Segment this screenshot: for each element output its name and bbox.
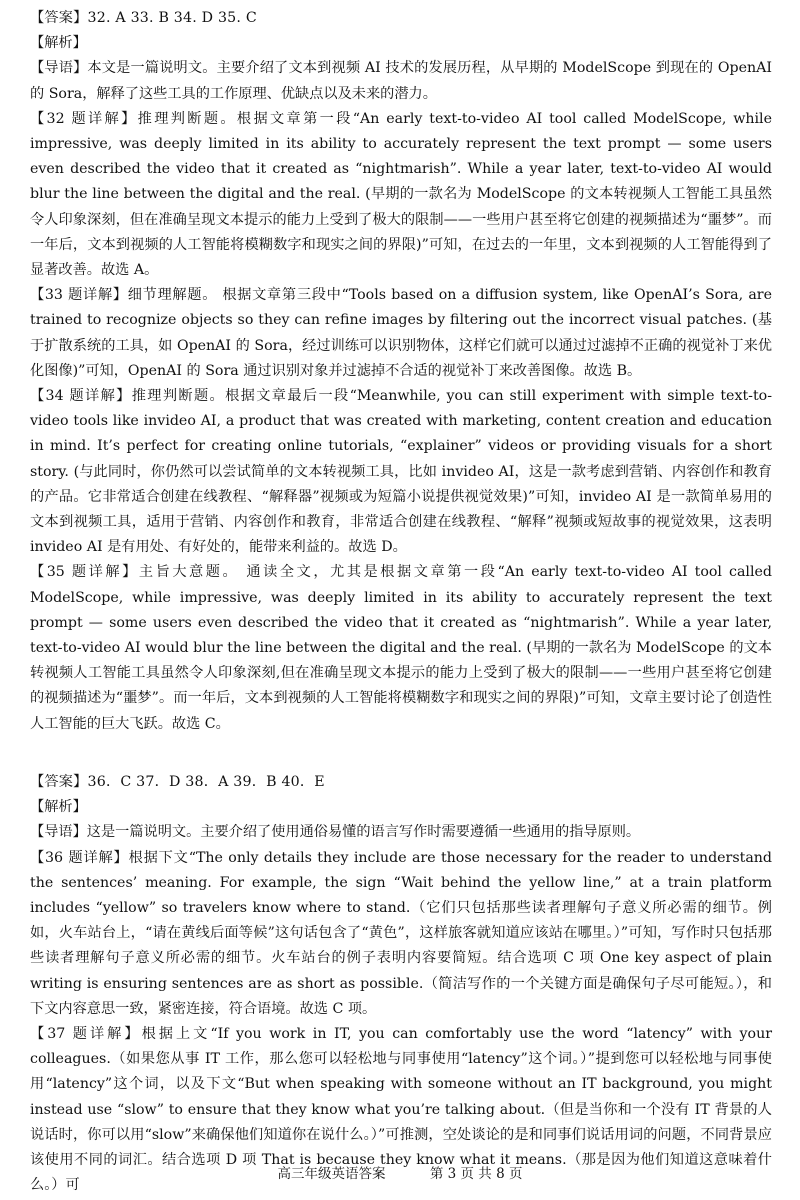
answer-line: 【答案】32. A 33. B 34. D 35. C <box>30 10 257 26</box>
page-number: 第 3 页 共 8 页 <box>429 1166 523 1182</box>
intro-paragraph: 【导语】本文是一篇说明文。主要介绍了文本到视频 AI 技术的发展历程，从早期的 ModelScope 到现在的 OpenAI 的 Sora，解释了这些工具的工作原理、优缺点以及未来的潜力。 <box>30 60 772 102</box>
q36-explanation: 【36 题详解】根据下文“The only details they include are those necessary for the reader to understand the sentences’ meaning. For example, the sign “Wait behind the yellow line,” at a train platform includes “yellow” so travelers know where to stand.（它们只包括那些读者理解句子意义所必需的细节。例如，火车站台上，“请在黄线后面等候”这句话包含了“黄色”，这样旅客就知道应该站在哪里。）”可知，写作时只包括那些读者理解句子意义所必需的细节。火车站台的例子表明内容要简短。结合选项 C 项 One key aspect of plain writing is ensuring sentences are as short as possible.（简洁写作的一个关键方面是确保句子尽可能短。），和下文内容意思一致，紧密连接，符合语境。故选 C 项。 <box>30 849 772 1017</box>
q34-explanation: 【34 题详解】推理判断题。根据文章最后一段“Meanwhile, you can still experiment with simple text-to-video tools like invideo AI, a product that was created with marketing, content creation and education in mind. It’s perfect for creating online tutorials, “explainer” videos or providing visuals for a short story. (与此同时，你仍然可以尝试简单的文本转视频工具，比如 invideo AI，这是一款考虑到营销、内容创作和教育的产品。它非常适合创建在线教程、“解释器”视频或为短篇小说提供视觉效果)”可知，invideo AI 是一款简单易用的文本到视频工具，适用于营销、内容创作和教育，非常适合创建在线教程、“解释”视频或短故事的视觉效果，这表明 invideo AI 是有用处、有好处的，能带来利益的。故选 D。 <box>30 388 772 556</box>
intro-paragraph: 【导语】这是一篇说明文。主要介绍了使用通俗易懂的语言写作时需要遵循一些通用的指导原则。 <box>30 824 641 841</box>
q37-explanation: 【37 题详解】根据上文“If you work in IT, you can comfortably use the word “latency” with your colleagues.（如果您从事 IT 工作，那么您可以轻松地与同事使用“latency”这个词。）”提到您可以轻松地与同事使用“latency”这个词，以及下文“But when speaking with someone without an IT background, you might instead use “slow” to ensure that they know what you’re talking about.（但是当你和一个没有 IT 背景的人说话时，你可以用“slow”来确保他们知道你在说什么。）”可推测，空处谈论的是和同事们说话用词的问题，不同背景应该使用不同的词汇。结合选项 D 项 That is because they know what it means.（那是因为他们知道这意味着什么。）可 <box>30 1026 772 1194</box>
answer-line: 【答案】36．C 37．D 38．A 39．B 40．E <box>30 774 325 790</box>
page-footer <box>0 1162 800 1182</box>
section-32-35 <box>30 6 772 737</box>
q35-explanation: 【35 题详解】主旨大意题。 通读全文，尤其是根据文章第一段“An early text-to-video AI tool called ModelScope, while impressive, was deeply limited in its ability to accurately represent the text prompt — some users even described the video that it created as “nightmarish”. While a year later, text-to-video AI would blur the line between the digital and the real. (早期的一款名为 ModelScope 的文本转视频人工智能工具虽然令人印象深刻,但在准确呈现文本提示的能力上受到了极大的限制——一些用户甚至将它创建的视频描述为“噩梦”。而一年后，文本到视频的人工智能将模糊数字和现实之间的界限)”可知，文章主要讨论了创造性人工智能的巨大飞跃。故选 C。 <box>30 564 772 732</box>
footer-title: 高三年级英语答案 <box>277 1166 386 1182</box>
q33-explanation: 【33 题详解】细节理解题。 根据文章第三段中“Tools based on a diffusion system, like OpenAI’s Sora, are trained to recognize objects so they can refine images by filtering out the incorrect visual patches. (基于扩散系统的工具，如 OpenAI 的 Sora，经过训练可以识别物体，这样它们就可以通过过滤掉不正确的视觉补丁来优化图像)”可知，OpenAI 的 Sora 通过识别对象并过滤掉不合适的视觉补丁来改善图像。故选 B。 <box>30 287 772 379</box>
q32-explanation: 【32 题详解】推理判断题。根据文章第一段“An early text-to-video AI tool called ModelScope, while impressive, was deeply limited in its ability to accurately represent the text prompt — some users even described the video that it created as “nightmarish”. While a year later, text-to-video AI would blur the line between the digital and the real. (早期的一款名为 ModelScope 的文本转视频人工智能工具虽然令人印象深刻，但在准确呈现文本提示的能力上受到了极大的限制——一些用户甚至将它创建的视频描述为“噩梦”。而一年后，文本到视频的人工智能将模糊数字和现实之间的界限)”可知，在过去的一年里，文本到视频的人工智能得到了显著改善。故选 A。 <box>30 110 772 279</box>
section-36-40 <box>30 770 772 1198</box>
analysis-label: 【解析】 <box>30 799 87 816</box>
analysis-label: 【解析】 <box>30 35 87 52</box>
